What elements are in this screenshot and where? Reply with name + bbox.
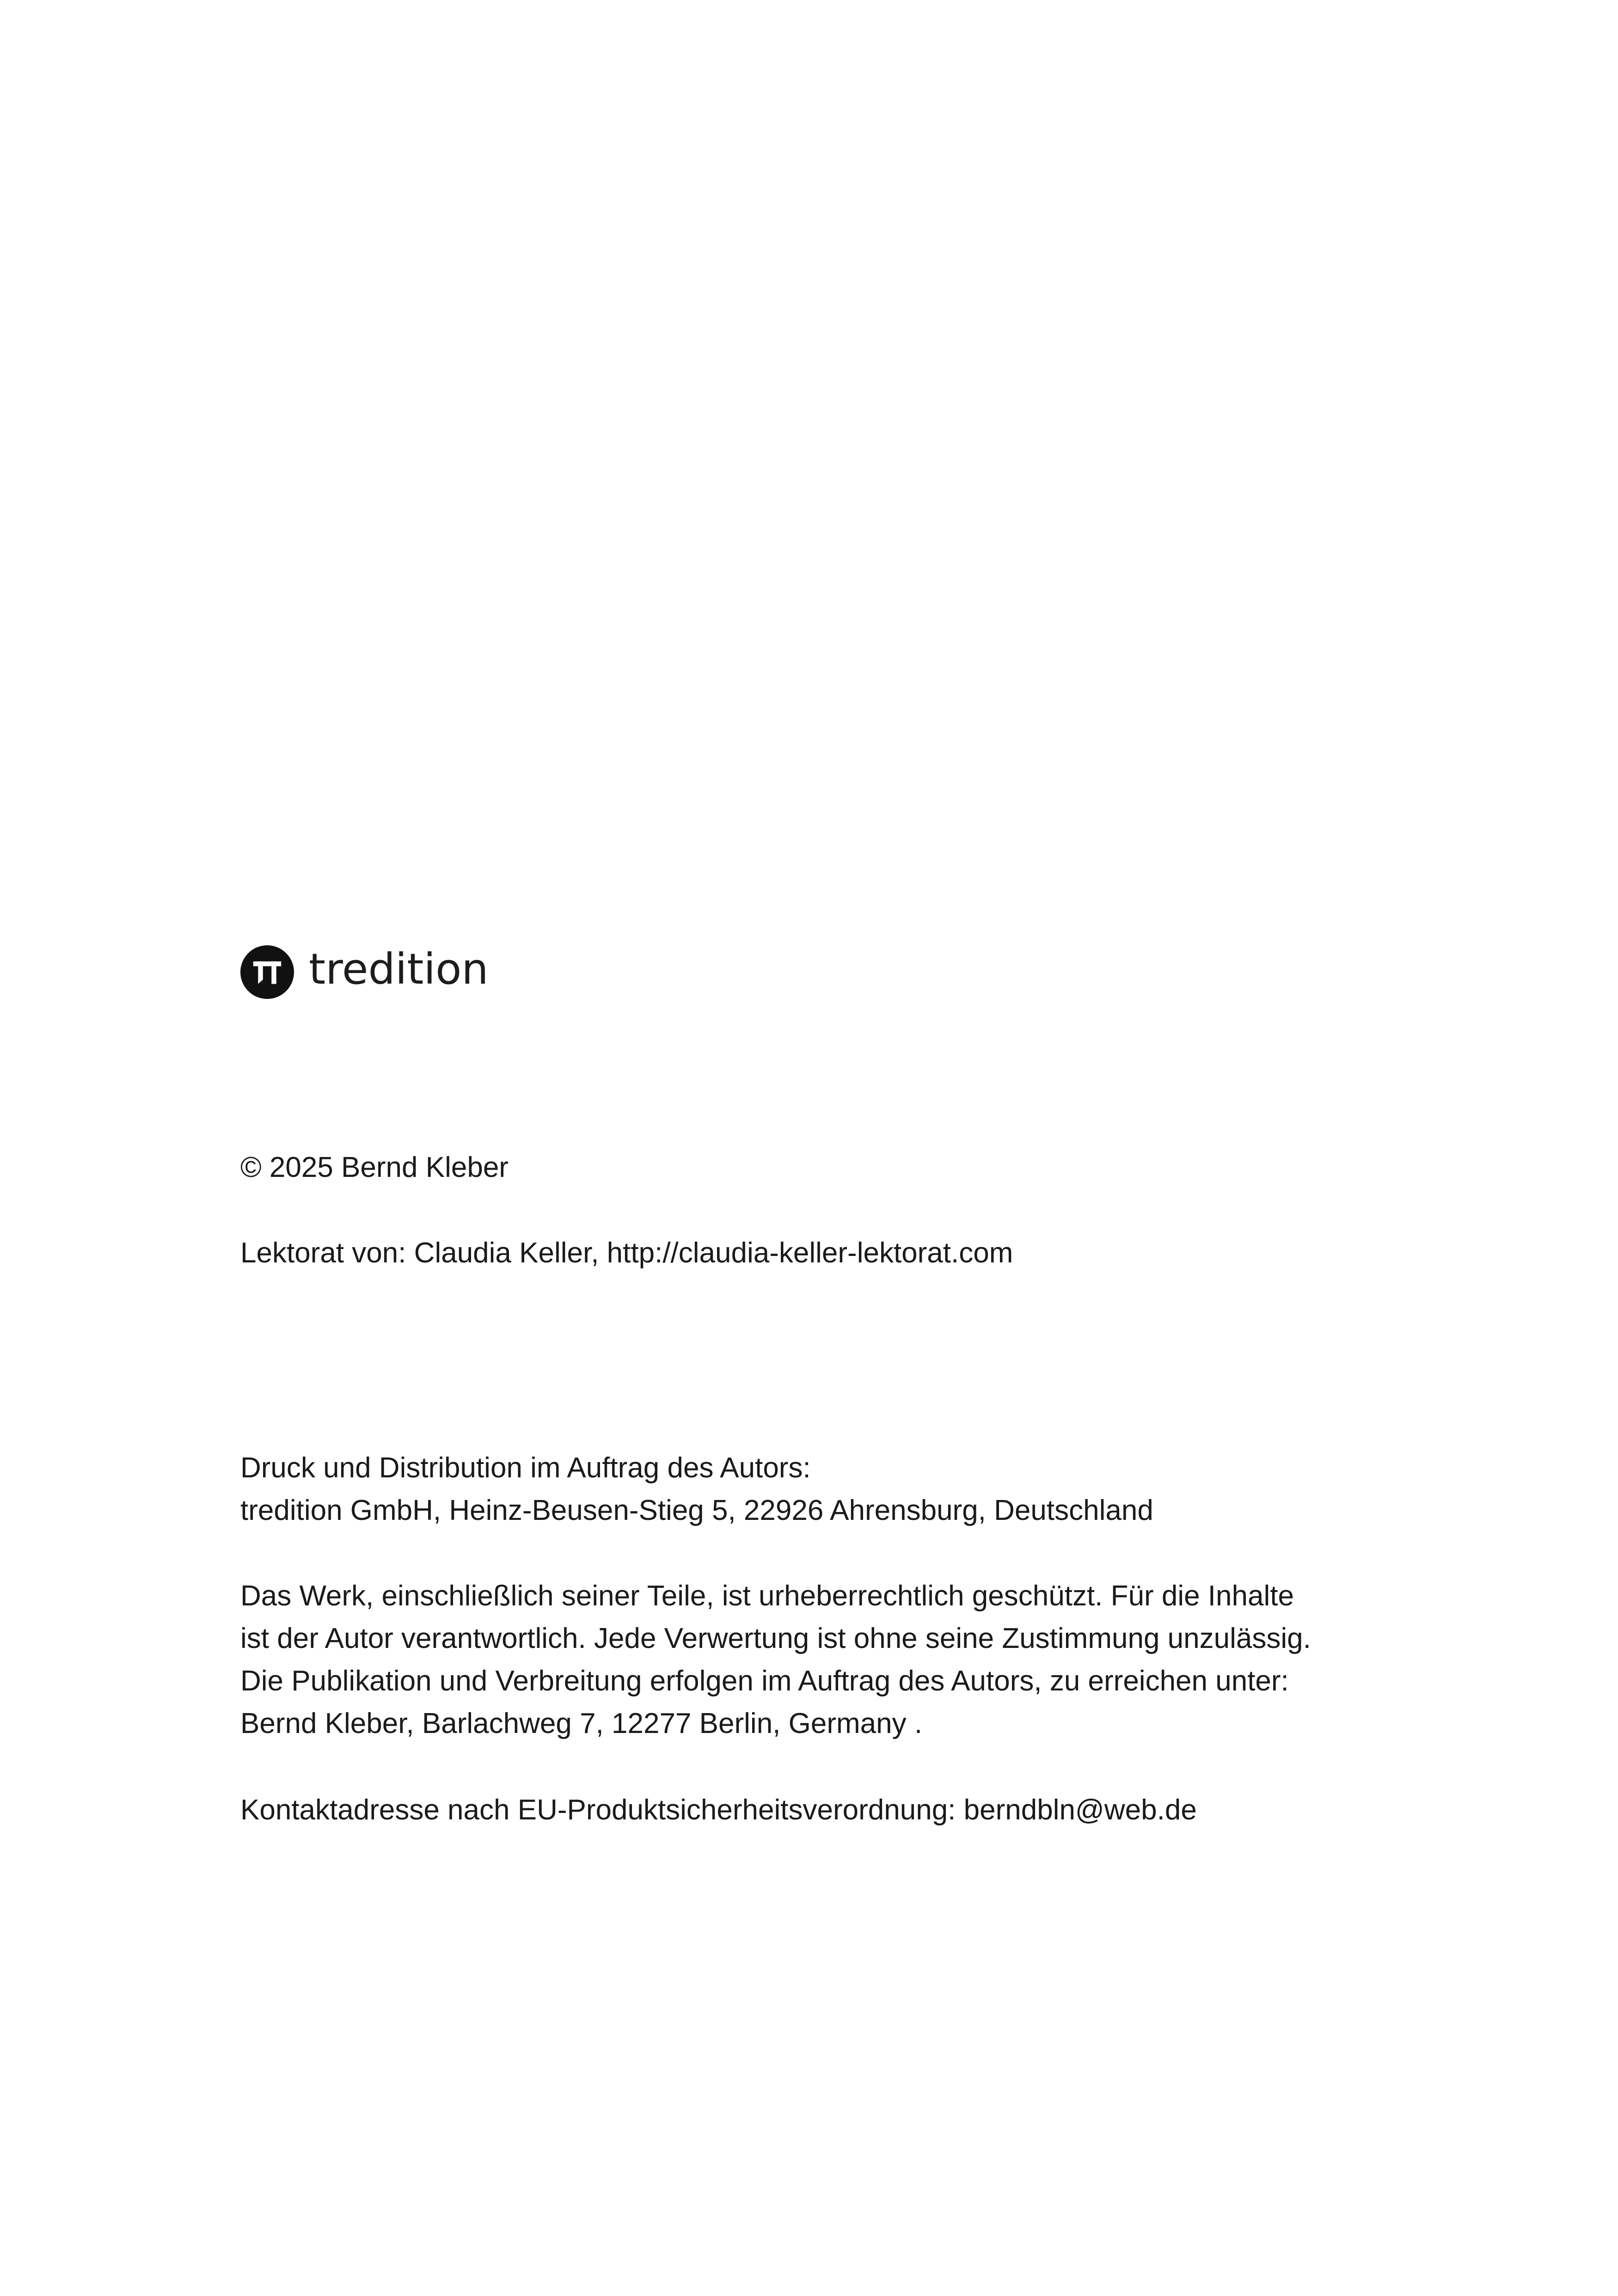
copyright-statement-line: Das Werk, einschließlich seiner Teile, ist urheberrechtlich geschützt. Für die Inhalte [240,1580,1294,1612]
editor-credit: Lektorat von: Claudia Keller, http://claudia-keller-lektorat.com [240,1237,1013,1269]
author-address: Bernd Kleber, Barlachweg 7, 12277 Berlin, Germany . [240,1708,923,1739]
contact-address: Kontaktadresse nach EU-Produktsicherheitsverordnung: berndbln@web.de [240,1794,1197,1826]
copyright-statement-line: ist der Autor verantwortlich. Jede Verwertung ist ohne seine Zustimmung unzulässig. [240,1623,1311,1654]
printing-info [240,1447,1153,1532]
logo-wordmark: tredition [309,944,489,994]
publisher-logo [240,945,489,999]
publisher-address: tredition GmbH, Heinz-Beusen-Stieg 5, 22926 Ahrensburg, Deutschland [240,1494,1153,1526]
copyright-statement [240,1575,1311,1745]
copyright-notice: © 2025 Bernd Kleber [240,1151,509,1183]
printing-info-line: Druck und Distribution im Auftrag des Autors: [240,1452,811,1484]
copyright-statement-line: Die Publikation und Verbreitung erfolgen im Auftrag des Autors, zu erreichen unter: [240,1665,1289,1697]
tredition-logo-icon [240,945,294,999]
